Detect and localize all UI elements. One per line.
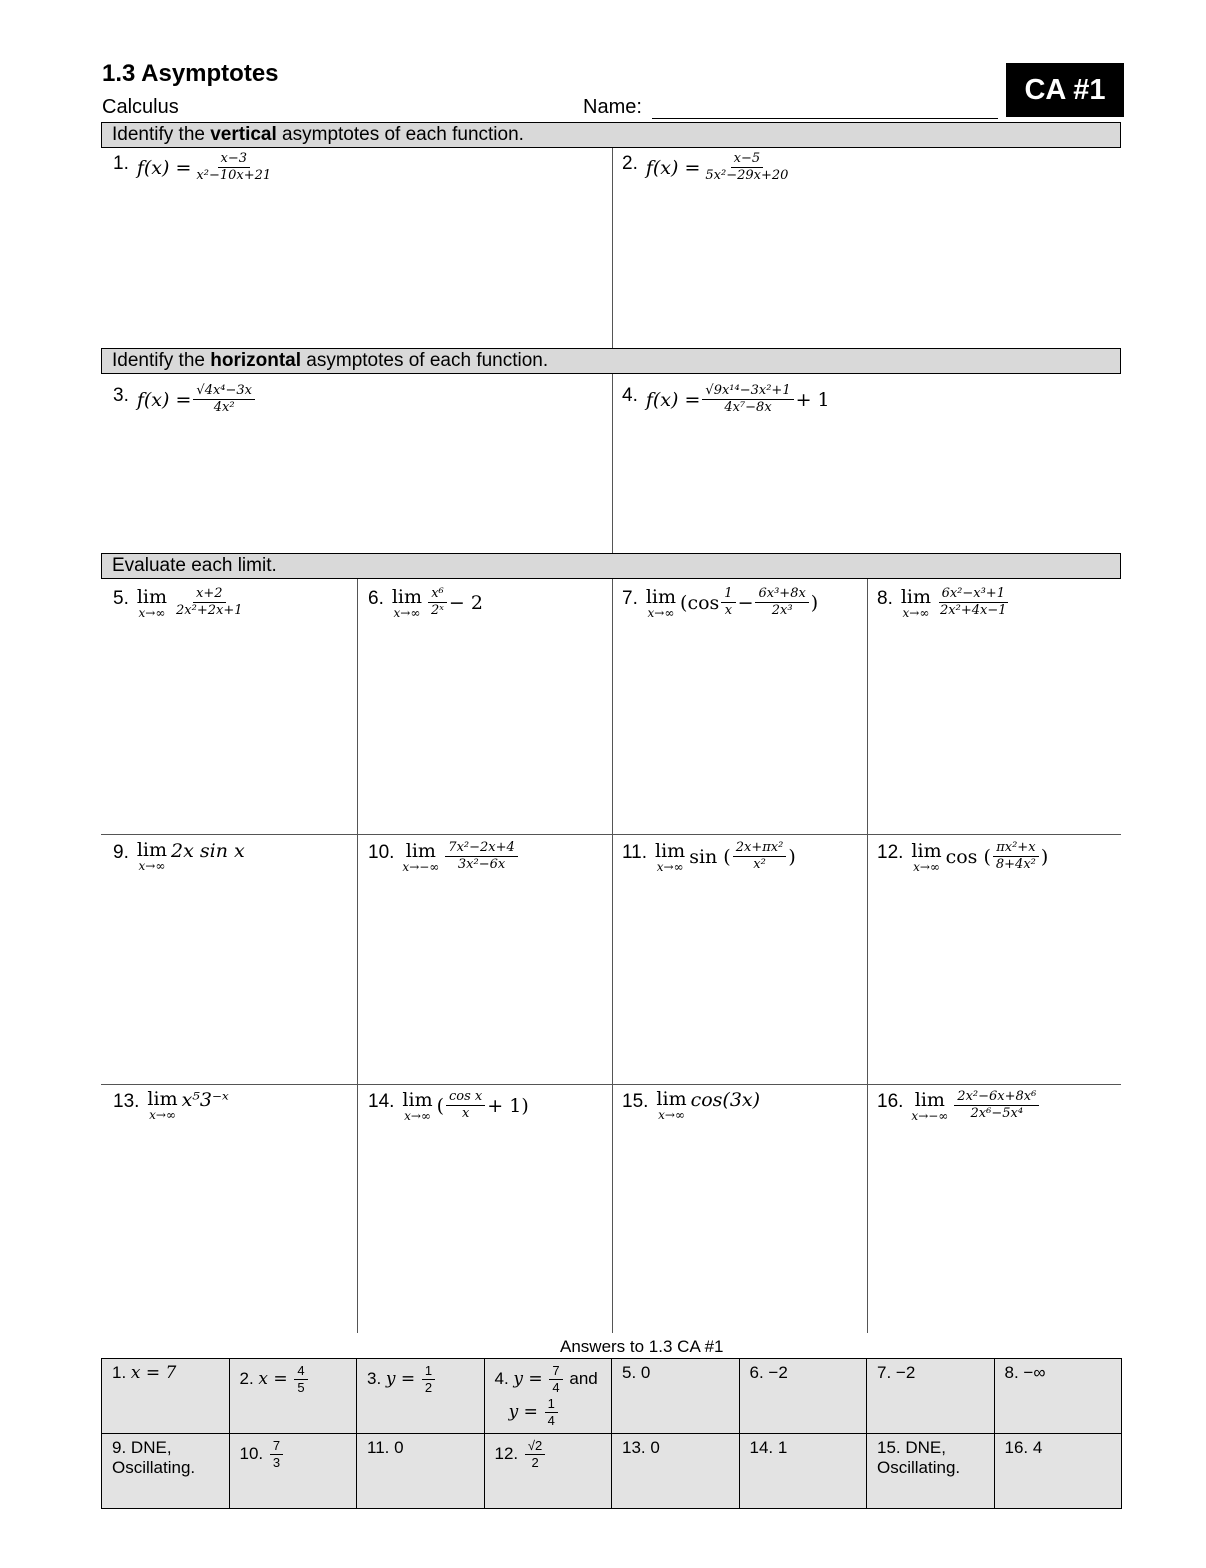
grid-divider [357,579,358,1333]
lim-subscript: x→∞ [658,1108,685,1122]
denominator: 2x³ [771,603,793,618]
numerator: x⁶ [428,586,447,603]
expression-prefix: (cos [680,591,720,614]
lim-subscript: x→∞ [393,605,421,620]
problem-number: 9. [113,842,129,863]
answer-number: 15. [877,1438,901,1457]
expression-prefix: sin ( [689,845,731,868]
denominator: x² [753,857,766,872]
problem-4 [622,383,830,416]
answer-value: 4 [1032,1438,1043,1457]
denominator: 4 [552,1380,560,1395]
answer-cell-6 [739,1359,867,1434]
lim-word: lim [402,1088,433,1111]
numerator: 1 [422,1363,435,1380]
answer-value: x = [258,1368,288,1389]
denominator: 4 [547,1413,555,1428]
answer-cell-16 [994,1434,1122,1509]
answer-cell-2 [229,1359,357,1434]
lim-subscript: x→−∞ [911,1108,949,1123]
answers-title: Answers to 1.3 CA #1 [560,1337,724,1356]
denominator: 3 [272,1455,281,1470]
answer-value: Oscillating. [877,1458,961,1477]
problem-8 [877,586,1012,619]
problem-1 [113,151,276,184]
grid-divider [101,834,1121,835]
denominator: 5x²−29x+20 [705,168,789,183]
answer-value: y = [385,1368,416,1389]
answer-number: 9. [112,1438,127,1457]
answer-value: 1 [777,1438,788,1457]
problem-6 [368,586,483,619]
denominator: 2x⁶−5x⁴ [970,1106,1024,1121]
denominator: 4x² [213,400,235,415]
answer-cell-4 [484,1359,612,1434]
grid-divider [612,148,613,348]
answer-cell-14 [739,1434,867,1509]
denominator: 3x²−6x [457,857,506,872]
expression-tail: ) [788,845,796,868]
answer-key-table [101,1358,1122,1509]
problem-2 [622,151,793,184]
answer-number: 12. [494,1443,519,1463]
expression-body: 2x sin x [171,840,245,862]
answer-value: −2 [768,1363,788,1382]
problem-number: 14. [368,1091,395,1112]
lim-word: lim [911,839,942,862]
name-label: Name: [583,96,642,118]
answer-cell-8 [994,1359,1122,1434]
answer-cell-13 [612,1434,740,1509]
answer-value: 0 [640,1363,651,1382]
answer-value: Oscillating. [112,1458,196,1477]
function-lhs: f(x) = [136,156,192,179]
answer-cell-7 [867,1359,995,1434]
section-horizontal-header [101,348,1121,374]
problem-15 [622,1089,760,1121]
lim-subscript: x→∞ [404,1108,431,1123]
lim-word: lim [405,839,436,862]
section-bold: vertical [210,124,277,145]
function-lhs: f(x) = [645,388,701,411]
problem-number: 6. [368,588,384,609]
answer-connector: and [569,1368,598,1388]
answer-cell-5 [612,1359,740,1434]
problem-number: 10. [368,842,395,863]
numerator: x−5 [731,151,764,168]
problem-number: 7. [622,588,638,609]
answer-value: DNE, [905,1438,946,1457]
function-lhs: f(x) = [645,156,701,179]
denominator: 2 [531,1455,539,1470]
answer-cell-15 [867,1434,995,1509]
problem-16 [877,1089,1041,1122]
numerator: 2x²−6x+8x⁶ [954,1089,1039,1106]
numerator: √9x¹⁴−3x²+1 [702,383,793,400]
section-text: Evaluate each limit. [112,555,277,576]
problem-11 [622,840,796,873]
lim-word: lim [656,1088,687,1110]
expression-tail: − 2 [448,591,483,614]
answer-cell-12 [484,1434,612,1509]
numerator: 7 [549,1363,562,1380]
answer-number: 4. [494,1368,509,1388]
lim-word: lim [391,585,423,608]
answer-number: 10. [239,1443,264,1463]
numerator: x+2 [193,586,226,603]
numerator: 4 [294,1363,307,1380]
answer-value: y = [513,1368,543,1389]
numerator: 1 [721,586,735,603]
lim-subscript: x→∞ [647,605,675,620]
answer-number: 1. [112,1363,127,1382]
numerator: √2 [525,1438,545,1455]
denominator: x [461,1106,470,1121]
section-text: asymptotes of each function. [276,124,524,145]
lim-word: lim [147,1088,178,1110]
answer-number: 16. [1004,1438,1029,1457]
function-lhs: f(x) = [136,388,192,411]
answer-cell-9 [102,1434,230,1509]
denominator: 8+4x² [995,857,1036,872]
lim-subscript: x→−∞ [402,859,440,874]
lim-word: lim [645,585,677,608]
expression-body: x⁵3⁻ˣ [181,1089,229,1111]
problem-number: 13. [113,1091,140,1112]
answer-value: 0 [394,1438,404,1457]
problem-number: 15. [622,1091,649,1112]
answer-number: 2. [239,1368,254,1388]
answer-value: y = [508,1401,538,1422]
answer-value: DNE, [130,1438,172,1457]
answer-number: 11. [367,1438,390,1457]
denominator: x [724,603,733,618]
answer-cell-11 [357,1434,485,1509]
expression-prefix: ( [436,1094,445,1117]
problem-number: 12. [877,842,904,863]
section-text: asymptotes of each function. [301,350,549,371]
lim-subscript: x→∞ [902,605,930,620]
section-bold: horizontal [210,350,302,371]
answer-number: 6. [749,1363,764,1382]
denominator: 2x²+4x−1 [940,603,1007,618]
grid-divider [101,1084,1121,1085]
denominator: 2 [424,1380,433,1395]
lim-word: lim [655,839,686,862]
lim-subscript: x→∞ [138,859,166,873]
expression-tail: + 1) [487,1094,529,1117]
lim-word: lim [900,585,932,608]
denominator: x²−10x+21 [196,168,272,183]
answer-number: 5. [622,1363,637,1382]
numerator: πx²+x [993,840,1038,857]
numerator: x−3 [218,151,251,168]
problem-7 [622,586,818,619]
answer-number: 3. [367,1368,382,1388]
numerator: √4x⁴−3x [193,383,255,400]
problem-number: 8. [877,588,893,609]
answer-value: x = 7 [130,1363,177,1383]
problem-9 [113,840,245,872]
table-row [102,1359,1122,1434]
answer-value: −∞ [1023,1363,1046,1382]
answer-number: 14. [749,1438,774,1457]
section-vertical-header [101,122,1121,148]
problem-5 [113,586,248,619]
answer-number: 13. [622,1438,646,1457]
answer-value: 0 [650,1438,660,1457]
numerator: 1 [545,1396,558,1413]
lim-subscript: x→∞ [138,605,166,620]
numerator: 6x³+8x [755,586,808,603]
section-text: Identify the [112,350,211,371]
problem-number: 5. [113,588,129,609]
denominator: 2ˣ [431,603,444,618]
answer-cell-10 [229,1434,357,1509]
denominator: 4x⁷−8x [724,400,772,415]
expression-tail: ) [1040,845,1049,868]
expression-body: cos(3x) [690,1089,761,1111]
numerator: 7x²−2x+4 [445,840,517,857]
answer-number: 7. [877,1363,892,1382]
numerator: 2x+πx² [733,840,787,857]
problem-number: 1. [113,153,129,174]
grid-divider [867,579,868,1333]
problem-12 [877,840,1048,873]
lim-word: lim [136,839,168,861]
expression-tail: + 1 [795,388,830,411]
problem-13 [113,1089,229,1121]
problem-10 [368,840,520,873]
grid-divider [612,579,613,1333]
grid-divider [612,374,613,553]
problem-number: 3. [113,385,129,406]
answer-cell-3 [357,1359,485,1434]
lim-subscript: x→∞ [656,859,684,874]
answer-value: −2 [895,1363,916,1382]
page-title: 1.3 Asymptotes [102,60,279,87]
problem-number: 4. [622,385,638,406]
denominator: 2x²+2x+1 [176,603,243,618]
subject-label: Calculus [102,96,179,118]
numerator: 7 [270,1438,283,1455]
denominator: 5 [297,1380,305,1395]
numerator: 6x²−x³+1 [939,586,1008,603]
expression-tail: ) [810,591,819,614]
problem-number: 2. [622,153,638,174]
problem-14 [368,1089,529,1122]
numerator: cos x [446,1089,485,1106]
lim-subscript: x→∞ [913,859,940,874]
answer-cell-1 [102,1359,230,1434]
name-blank-line[interactable] [652,118,998,119]
problem-number: 11. [622,842,648,863]
assignment-badge: CA #1 [1006,63,1124,117]
problem-number: 16. [877,1091,904,1112]
section-text: Identify the [112,124,211,145]
lim-word: lim [914,1088,945,1111]
section-limits-header [101,553,1121,579]
answer-number: 8. [1004,1363,1019,1382]
problem-3 [113,383,257,416]
lim-word: lim [136,585,168,608]
lim-subscript: x→∞ [149,1108,176,1122]
operator: − [737,591,754,614]
expression-prefix: cos ( [945,845,991,868]
table-row [102,1434,1122,1509]
